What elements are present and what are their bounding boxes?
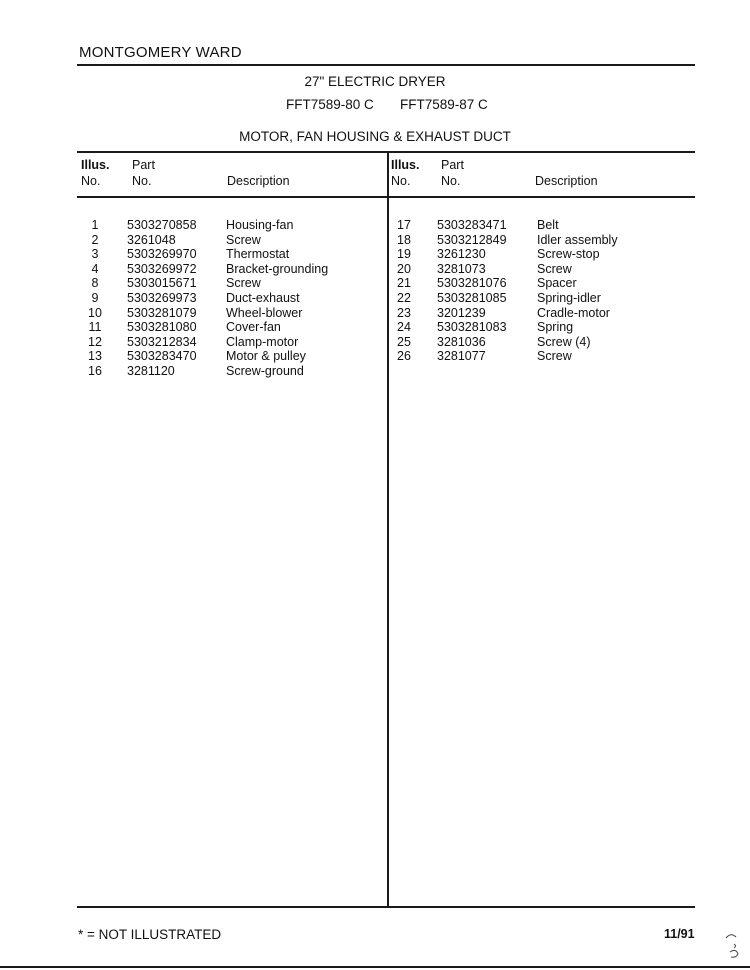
part-number: 3261230 bbox=[437, 247, 486, 262]
part-number: 5303281080 bbox=[127, 320, 197, 335]
illus-number: 23 bbox=[397, 305, 411, 320]
table-row bbox=[81, 276, 381, 291]
part-description: Clamp-motor bbox=[226, 334, 299, 349]
part-description: Spring-idler bbox=[537, 290, 601, 305]
part-number: 3201239 bbox=[437, 305, 486, 320]
part-number: 5303269970 bbox=[127, 247, 197, 262]
table-header-top-rule bbox=[77, 151, 695, 153]
table-row bbox=[81, 320, 381, 335]
illus-number: 26 bbox=[397, 349, 411, 364]
part-description: Screw bbox=[537, 349, 572, 364]
part-number: 5303269973 bbox=[127, 290, 197, 305]
table-row bbox=[391, 218, 691, 233]
column-divider bbox=[387, 151, 389, 907]
revision-date: 11/91 bbox=[664, 927, 695, 941]
table-row bbox=[81, 262, 381, 277]
table-row bbox=[391, 291, 691, 306]
part-description: Motor & pulley bbox=[226, 349, 306, 364]
part-description: Idler assembly bbox=[537, 232, 618, 247]
part-number: 5303281076 bbox=[437, 276, 507, 291]
table-row bbox=[391, 262, 691, 277]
part-description: Belt bbox=[537, 218, 559, 232]
illus-number: 21 bbox=[397, 276, 411, 291]
part-description: Screw bbox=[226, 276, 261, 291]
illus-number: 11 bbox=[88, 320, 102, 335]
table-row bbox=[81, 349, 381, 364]
part-description: Screw bbox=[226, 232, 261, 247]
parts-list-right bbox=[391, 218, 691, 364]
table-row bbox=[81, 218, 381, 233]
bottom-rule bbox=[0, 966, 750, 968]
illus-number: 1 bbox=[91, 218, 99, 232]
table-row bbox=[81, 247, 381, 262]
illus-number: 18 bbox=[397, 232, 411, 247]
table-row bbox=[391, 349, 691, 364]
not-illustrated-note: * = NOT ILLUSTRATED bbox=[78, 927, 222, 942]
part-description: Thermostat bbox=[226, 247, 290, 262]
header-part-no-left: Part No. bbox=[132, 158, 155, 188]
part-number: 5303269972 bbox=[127, 261, 197, 276]
part-number: 5303283470 bbox=[127, 349, 197, 364]
table-row bbox=[391, 320, 691, 335]
table-row bbox=[391, 233, 691, 248]
table-row bbox=[391, 306, 691, 321]
table-row bbox=[81, 335, 381, 350]
table-bottom-rule bbox=[77, 906, 695, 908]
part-number: 5303283471 bbox=[437, 218, 507, 232]
table-row bbox=[391, 276, 691, 291]
header-illus-no-left: Illus. No. bbox=[81, 158, 110, 188]
header-part-no-right: Part No. bbox=[441, 158, 464, 188]
illus-number: 10 bbox=[88, 305, 102, 320]
illus-number: 2 bbox=[91, 232, 99, 247]
table-row bbox=[81, 364, 381, 379]
part-description: Cradle-motor bbox=[537, 305, 610, 320]
part-description: Screw-ground bbox=[226, 363, 304, 378]
model-number-1: FFT7589-80 C bbox=[286, 97, 374, 112]
part-description: Duct-exhaust bbox=[226, 290, 300, 305]
part-description: Wheel-blower bbox=[226, 305, 303, 320]
part-number: 5303281083 bbox=[437, 320, 507, 335]
part-number: 5303015671 bbox=[127, 276, 197, 291]
part-number: 3281073 bbox=[437, 261, 486, 276]
table-row bbox=[81, 233, 381, 248]
part-description: Screw bbox=[537, 261, 572, 276]
part-number: 3281036 bbox=[437, 334, 486, 349]
part-description: Spring bbox=[537, 320, 574, 335]
illus-number: 3 bbox=[91, 247, 99, 262]
model-number-2: FFT7589-87 C bbox=[400, 97, 488, 112]
header-illus-no-right: Illus. No. bbox=[391, 158, 420, 188]
table-header-bottom-rule bbox=[77, 196, 695, 198]
illus-number: 22 bbox=[397, 290, 411, 305]
section-title: MOTOR, FAN HOUSING & EXHAUST DUCT bbox=[239, 129, 511, 144]
illus-number: 16 bbox=[88, 363, 102, 378]
top-rule bbox=[77, 64, 695, 66]
brand-title: MONTGOMERY WARD bbox=[79, 44, 242, 61]
part-description: Screw-stop bbox=[537, 247, 600, 262]
illus-number: 13 bbox=[88, 349, 102, 364]
illus-number: 24 bbox=[397, 320, 411, 335]
table-row bbox=[81, 291, 381, 306]
product-title: 27" ELECTRIC DRYER bbox=[304, 74, 446, 89]
part-number: 3281120 bbox=[127, 363, 175, 378]
table-row bbox=[391, 247, 691, 262]
part-number: 5303281085 bbox=[437, 290, 507, 305]
illus-number: 25 bbox=[397, 334, 411, 349]
part-description: Screw (4) bbox=[537, 334, 591, 349]
header-description-right: Description bbox=[535, 174, 598, 188]
parts-list-left bbox=[81, 218, 381, 379]
part-description: Cover-fan bbox=[226, 320, 281, 335]
part-number: 5303212849 bbox=[437, 232, 507, 247]
part-description: Spacer bbox=[537, 276, 577, 291]
illus-number: 19 bbox=[397, 247, 411, 262]
illus-number: 20 bbox=[397, 261, 411, 276]
part-number: 3261048 bbox=[127, 232, 176, 247]
table-row bbox=[81, 306, 381, 321]
table-row bbox=[391, 335, 691, 350]
illus-number: 17 bbox=[397, 218, 411, 232]
part-number: 5303212834 bbox=[127, 334, 197, 349]
header-description-left: Description bbox=[227, 174, 290, 188]
illus-number: 4 bbox=[91, 261, 99, 276]
illus-number: 9 bbox=[91, 290, 99, 305]
illus-number: 8 bbox=[91, 276, 99, 291]
part-number: 5303270858 bbox=[127, 218, 197, 232]
part-description: Housing-fan bbox=[226, 218, 294, 232]
illus-number: 12 bbox=[88, 334, 102, 349]
scan-artifact-mark bbox=[722, 930, 744, 960]
part-description: Bracket-grounding bbox=[226, 261, 329, 276]
part-number: 5303281079 bbox=[127, 305, 197, 320]
part-number: 3281077 bbox=[437, 349, 486, 364]
